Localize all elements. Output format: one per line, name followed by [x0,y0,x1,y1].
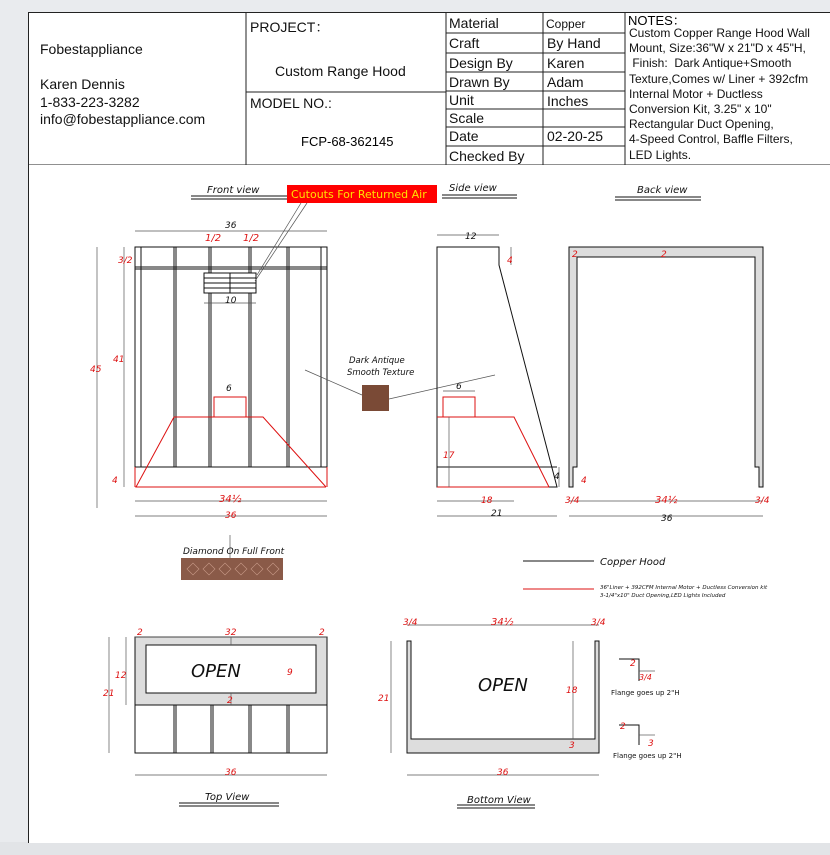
unit-label: Unit [449,92,474,108]
top-dim-right: 2 [319,628,325,638]
unit-value: Inches [547,93,589,109]
side-dim-total: 21 [491,509,503,519]
front-dim-inner-h: 41 [113,355,125,365]
drawing-canvas [29,13,830,843]
texture-label-1: Dark Antique [349,356,405,366]
material-label: Material [449,15,499,31]
top-dim-inner-h: 12 [115,671,127,681]
top-dim-width: 36 [225,768,237,778]
legend-copper-hood: Copper Hood [600,557,666,568]
top-view [103,628,327,806]
front-dim-half-a: 1/2 [205,233,222,244]
side-dim-duct: 6 [456,382,462,392]
legend-liner-1: 36"Liner + 392CFM Internal Motor + Ductless Conversion kit [600,585,768,591]
top-dim-depth: 21 [103,689,115,699]
model-label: MODEL NO.: [250,95,332,111]
front-dim-width: 36 [225,221,237,231]
side-dim-base: 18 [481,496,493,506]
top-view-title: Top View [205,792,250,803]
company-name: Fobestappliance [40,41,143,57]
notes-line: Custom Copper Range Hood Wall [629,26,810,40]
contact-name: Karen Dennis [40,76,125,92]
top-dim-open-h: 9 [287,668,293,678]
bottom-dim-3: 3 [569,741,575,751]
notes-line: Rectangular Duct Opening, [629,117,774,132]
notes-line: Mount, Size:36"W x 21"D x 45"H, [629,41,806,56]
texture-label-2: Smooth Texture [347,368,415,378]
front-view [90,185,495,580]
top-dim-mid: 32 [225,628,237,638]
flange2-dim-a: 2 [620,722,626,732]
front-dim-outer-h: 45 [90,365,102,375]
drawing-sheet [28,12,830,843]
notes-line: 4-Speed Control, Baffle Filters, [629,132,793,147]
back-view [565,185,770,524]
back-dim-top: 2 [661,250,667,260]
side-dim-top: 12 [465,232,477,242]
top-dim-gap: 2 [227,696,233,706]
bottom-dim-right: 3/4 [591,618,606,628]
craft-value: By Hand [547,35,601,51]
side-dim-liner: 17 [443,451,455,461]
scale-label: Scale [449,110,485,126]
notes-line: Finish: Dark Antique+Smooth [629,56,792,71]
bottom-dim-width: 36 [497,768,509,778]
notes-line: Conversion Kit, 3.25" x 10" [629,102,772,117]
notes-line: LED Lights. [629,147,692,162]
back-dim-edge-left: 3/4 [565,496,580,506]
diamond-label: Diamond On Full Front [183,547,285,557]
cutouts-callout: Cutouts For Returned Air [291,188,427,201]
window-bottom-strip [0,842,830,855]
material-value: Copper [546,17,586,31]
back-dim-edge-right: 3/4 [755,496,770,506]
project-value: Custom Range Hood [275,63,406,79]
front-dim-base-total: 36 [225,511,237,521]
design-value: Karen [547,55,585,71]
checked-label: Checked By [449,148,525,164]
front-dim-half-b: 1/2 [243,233,260,244]
side-view-title: Side view [449,183,497,194]
front-view-title: Front view [207,185,260,196]
notes-title: NOTES： [628,13,686,28]
side-dim-bottom-right: 4 [554,472,560,482]
model-value: FCP-68-362145 [301,134,394,149]
flange2-label: Flange goes up 2"H [613,752,682,760]
bottom-open-label: OPEN [478,675,528,696]
bottom-dim-left: 3/4 [403,618,418,628]
contact-email: info@fobestappliance.com [40,111,206,127]
top-open-label: OPEN [191,661,241,682]
notes-line: Texture,Comes w/ Liner + 392cfm [629,71,809,86]
back-dim-left: 2 [572,250,578,260]
flange1-label: Flange goes up 2"H [611,689,680,697]
flange1-dim-a: 2 [630,659,636,669]
front-dim-cutout: 10 [225,296,237,306]
top-dim-left: 2 [137,628,143,638]
project-label: PROJECT： [250,19,330,35]
back-dim-mid: 34½ [655,495,678,506]
bottom-view [378,616,606,808]
bottom-dim-inner: 18 [566,686,578,696]
back-dim-side: 4 [581,476,587,486]
back-dim-total: 36 [661,514,673,524]
flange-details [611,659,682,760]
bottom-dim-mid: 34½ [491,617,514,628]
flange1-dim-b: 3/4 [639,673,652,682]
date-value: 02-20-25 [547,128,604,144]
drawn-value: Adam [547,74,584,90]
notes-line: Internal Motor + Ductless [629,86,763,101]
side-view [437,183,560,519]
bottom-view-title: Bottom View [467,795,531,806]
front-dim-base: 34½ [219,494,242,505]
back-view-title: Back view [637,185,688,196]
diamond-panel [181,558,283,580]
front-dim-duct: 6 [226,384,232,394]
design-label: Design By [449,55,513,71]
bottom-dim-depth: 21 [378,694,390,704]
legend-liner-2: 3-1/4"x10" Duct Opening,LED Lights Included [600,593,726,599]
front-dim-side: 4 [112,476,118,486]
side-dim-drop: 4 [507,256,513,266]
front-dim-top-left: 3/2 [118,256,133,266]
flange2-dim-b: 3 [648,739,654,749]
drawn-label: Drawn By [449,74,510,90]
craft-label: Craft [449,35,480,51]
contact-phone: 1-833-223-3282 [40,94,140,110]
date-label: Date [449,128,479,144]
texture-swatch [362,385,389,411]
legend [523,557,768,599]
